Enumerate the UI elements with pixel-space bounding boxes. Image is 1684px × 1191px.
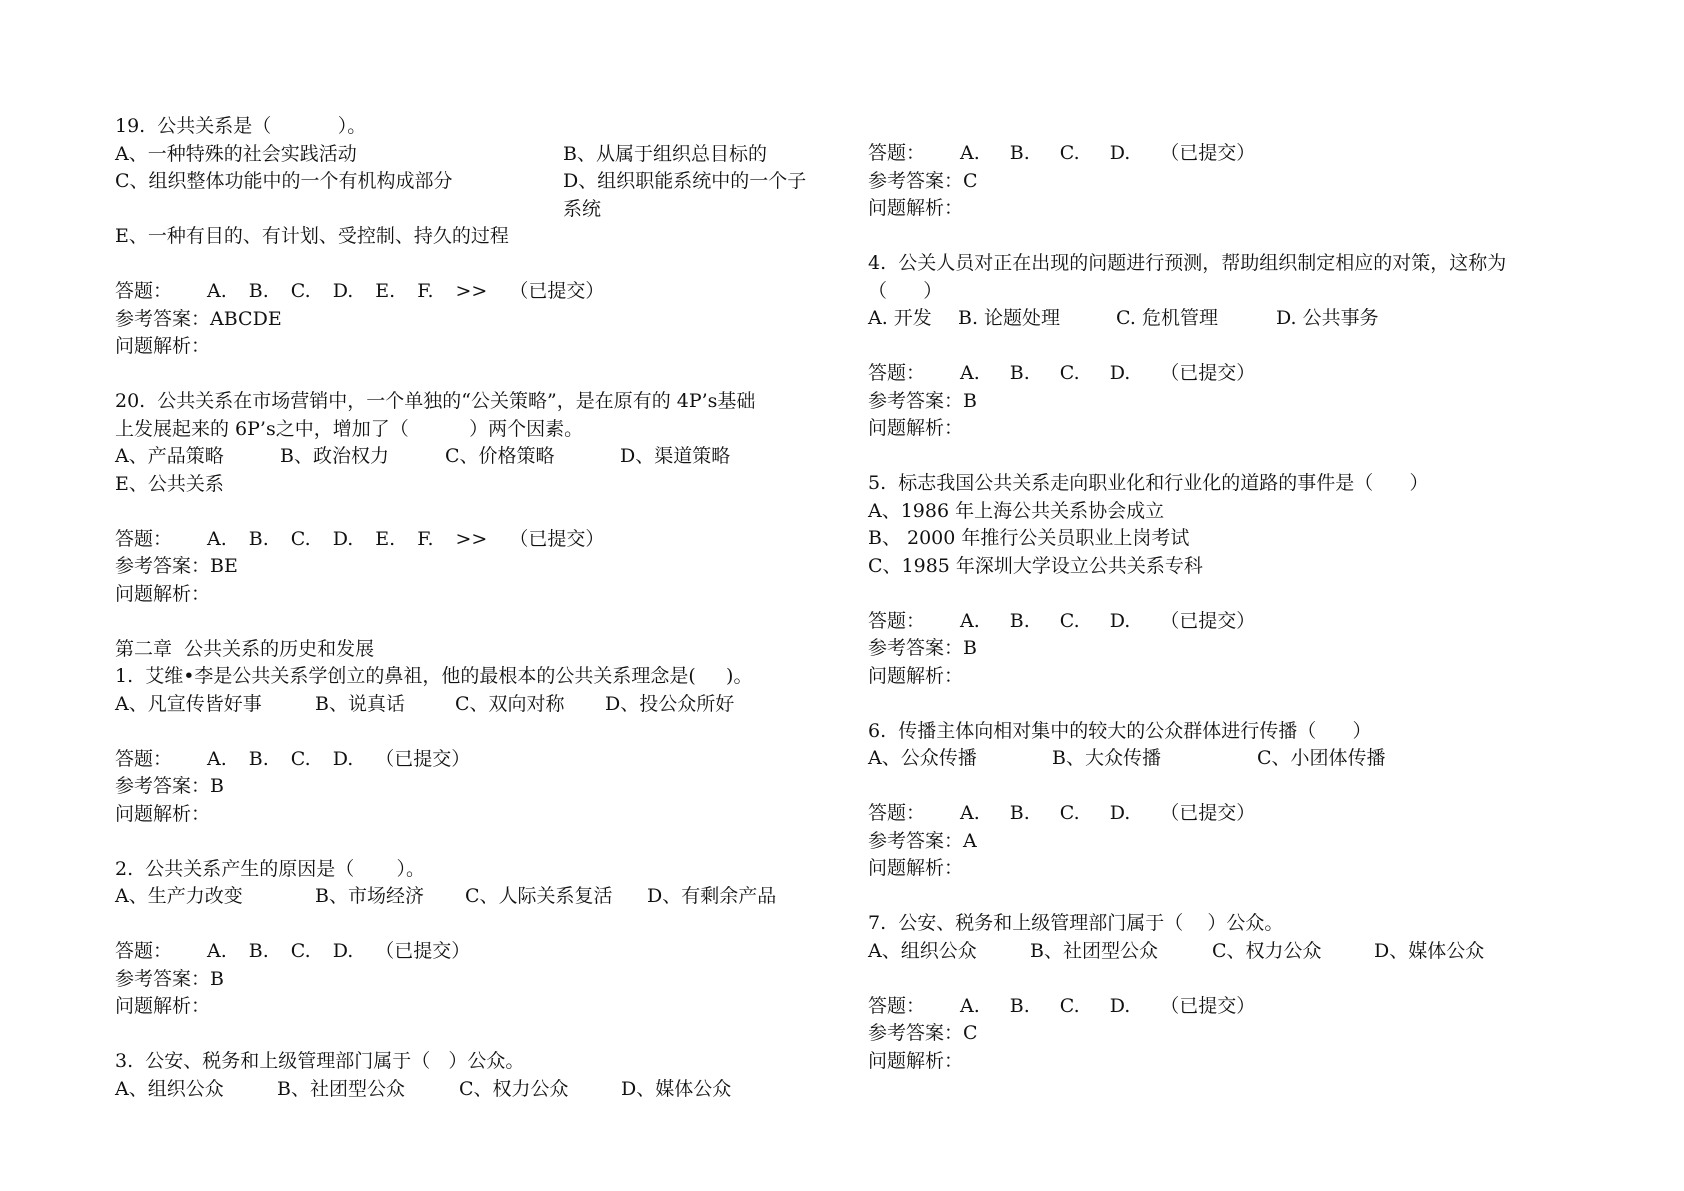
choice-b[interactable]: B. [1009, 609, 1030, 632]
ref-value: B [210, 775, 224, 797]
ref-value: C [963, 1022, 978, 1044]
choice-c[interactable]: C. [290, 747, 311, 770]
ref-value: B [210, 967, 224, 990]
option-row [115, 443, 835, 471]
choice-b[interactable]: B. [1009, 362, 1030, 384]
option: A、组织公众 [868, 939, 977, 962]
option: A、产品策略 [115, 445, 224, 467]
next-choice[interactable]: >> [455, 527, 488, 550]
option: B、 2000 年推行公关员职业上岗考试 [868, 527, 1190, 549]
left-column [115, 113, 835, 1103]
option: C. 危机管理 [1116, 307, 1218, 329]
answer-label: 答题： [115, 747, 173, 770]
choice-c[interactable]: C. [1059, 142, 1080, 164]
option-row [868, 938, 1588, 966]
option-row [115, 168, 835, 223]
choice-d[interactable]: D. [1109, 994, 1131, 1017]
submitted-status: （已提交） [1160, 994, 1256, 1017]
ref-label: 参考答案： [868, 637, 964, 659]
question-stem: 3. 公安、税务和上级管理部门属于（ ）公众。 [115, 1050, 525, 1072]
right-column [868, 140, 1588, 1075]
option: D、渠道策略 [620, 445, 731, 467]
question-stem: 20. 公共关系在市场营销中，一个单独的“公关策略”，是在原有的 4P’s基础 [115, 390, 756, 412]
choice-b[interactable]: B. [1009, 802, 1030, 824]
choice-d[interactable]: D. [332, 747, 354, 770]
ref-value: C [963, 169, 978, 192]
reference-answer [115, 306, 835, 334]
choice-a[interactable]: A. [960, 362, 980, 384]
question-stem: 4. 公关人员对正在出现的问题进行预测，帮助组织制定相应的对策，这称为 [868, 252, 1507, 274]
choice-a[interactable]: A. [960, 609, 980, 632]
question-stem: 19. 公共关系是（ ）。 [115, 115, 367, 137]
choice-b[interactable]: B. [1009, 142, 1030, 164]
answer-row [868, 608, 1588, 636]
option: B、大众传播 [1052, 747, 1161, 769]
option: A、1986 年上海公共关系协会成立 [868, 499, 1165, 522]
choice-f[interactable]: F. [417, 280, 434, 302]
choice-d[interactable]: D. [332, 280, 354, 302]
choice-d[interactable]: D. [1109, 142, 1131, 164]
choice-d[interactable]: D. [1109, 802, 1131, 824]
next-choice[interactable]: >> [455, 280, 488, 302]
question-stem-cont: （ ） [868, 279, 943, 302]
choice-b[interactable]: B. [248, 940, 269, 962]
question-stem: 5. 标志我国公共关系走向职业化和行业化的道路的事件是（ ） [868, 472, 1429, 494]
question-stem-cont: 上发展起来的 6P’s之中，增加了（ ）两个因素。 [115, 417, 584, 440]
option: C、权力公众 [1212, 939, 1322, 962]
analysis-label: 问题解析： [115, 802, 211, 825]
ref-label: 参考答案： [868, 169, 964, 192]
option-row [115, 1076, 835, 1104]
ref-value: A [963, 829, 977, 852]
analysis-label: 问题解析： [115, 582, 211, 605]
option: C、双向对称 [455, 692, 565, 715]
choice-c[interactable]: C. [290, 940, 311, 962]
option: D、媒体公众 [1374, 939, 1485, 962]
option: A、生产力改变 [115, 885, 243, 907]
choice-d[interactable]: D. [332, 527, 354, 550]
reference-answer [115, 966, 835, 994]
analysis-label: 问题解析： [868, 417, 964, 439]
analysis-label: 问题解析： [868, 1049, 964, 1072]
option: C、小团体传播 [1257, 747, 1386, 769]
choice-d[interactable]: D. [1109, 362, 1131, 384]
choice-d[interactable]: D. [332, 940, 354, 962]
reference-answer [868, 168, 1588, 196]
answer-row [868, 800, 1588, 828]
option: D、媒体公众 [621, 1077, 732, 1100]
answer-row [868, 993, 1588, 1021]
option: B、市场经济 [315, 885, 424, 907]
option: A、凡宣传皆好事 [115, 692, 262, 715]
option: B、从属于组织总目标的 [563, 142, 767, 165]
option: C、人际关系复活 [465, 885, 613, 907]
reference-answer [868, 635, 1588, 663]
choice-b[interactable]: B. [1009, 994, 1030, 1017]
answer-label: 答题： [115, 280, 173, 302]
option: A、组织公众 [115, 1077, 224, 1100]
submitted-status: （已提交） [1160, 802, 1256, 824]
choice-a[interactable]: A. [960, 994, 980, 1017]
choice-c[interactable]: C. [1059, 802, 1080, 824]
analysis-label: 问题解析： [115, 995, 211, 1017]
choice-c[interactable]: C. [1059, 362, 1080, 384]
ref-label: 参考答案： [868, 1022, 964, 1044]
submitted-status: （已提交） [1160, 609, 1256, 632]
option: B、社团型公众 [1030, 939, 1158, 962]
answer-label: 答题： [868, 142, 926, 164]
analysis-label: 问题解析： [868, 197, 964, 219]
submitted-status: （已提交） [1160, 142, 1256, 164]
reference-answer [868, 828, 1588, 856]
answer-label: 答题： [868, 994, 926, 1017]
ref-value: B [963, 389, 977, 412]
submitted-status: （已提交） [375, 940, 471, 962]
choice-a[interactable]: A. [207, 280, 227, 302]
answer-label: 答题： [868, 609, 926, 632]
choice-e[interactable]: E. [375, 527, 396, 550]
option: D、有剩余产品 [647, 885, 777, 907]
option: B. 论题处理 [958, 307, 1061, 329]
chapter-heading: 第二章 公共关系的历史和发展 [115, 637, 375, 660]
option: B、说真话 [315, 692, 405, 715]
option: B、政治权力 [280, 445, 389, 467]
answer-label: 答题： [868, 802, 926, 824]
choice-b[interactable]: B. [248, 280, 269, 302]
ref-value: BE [210, 555, 238, 577]
option: C、价格策略 [445, 445, 555, 467]
option-row [115, 691, 835, 719]
reference-answer [868, 388, 1588, 416]
analysis-label: 问题解析： [115, 335, 211, 357]
submitted-status: （已提交） [1160, 362, 1256, 384]
option: C、权力公众 [459, 1077, 569, 1100]
answer-label: 答题： [115, 940, 173, 962]
option: A. 开发 [868, 307, 932, 329]
question-stem: 7. 公安、税务和上级管理部门属于（ ）公众。 [868, 912, 1284, 934]
choice-a[interactable]: A. [960, 802, 980, 824]
submitted-status: （已提交） [509, 527, 605, 550]
choice-c[interactable]: C. [1059, 994, 1080, 1017]
option: E、一种有目的、有计划、受控制、持久的过程 [115, 225, 509, 247]
ref-label: 参考答案： [115, 967, 211, 990]
ref-label: 参考答案： [115, 555, 211, 577]
reference-answer [868, 1020, 1588, 1048]
answer-row [115, 938, 835, 966]
answer-row [115, 526, 835, 554]
choice-b[interactable]: B. [248, 527, 269, 550]
choice-d[interactable]: D. [1109, 609, 1131, 632]
ref-label: 参考答案： [115, 307, 211, 330]
choice-e[interactable]: E. [375, 280, 396, 302]
option: D. 公共事务 [1276, 307, 1379, 329]
option: A、公众传播 [868, 747, 977, 769]
ref-value: ABCDE [210, 307, 282, 330]
choice-a[interactable]: A. [207, 940, 227, 962]
choice-c[interactable]: C. [1059, 609, 1080, 632]
ref-label: 参考答案： [868, 389, 964, 412]
answer-label: 答题： [115, 527, 173, 550]
ref-label: 参考答案： [115, 775, 211, 797]
choice-a[interactable]: A. [207, 527, 227, 550]
option: E、公共关系 [115, 472, 224, 495]
ref-label: 参考答案： [868, 829, 964, 852]
analysis-label: 问题解析： [868, 664, 964, 687]
question-stem: 6. 传播主体向相对集中的较大的公众群体进行传播（ ） [868, 719, 1372, 742]
option: D、组织职能系统中的一个子系统 [563, 170, 807, 220]
option-row [115, 141, 835, 169]
option: B、社团型公众 [277, 1077, 405, 1100]
answer-row [115, 746, 835, 774]
reference-answer [115, 553, 835, 581]
question-stem: 1. 艾维•李是公共关系学创立的鼻祖，他的最根本的公共关系理念是( )。 [115, 665, 753, 687]
ref-value: B [963, 637, 977, 659]
answer-row [115, 278, 835, 306]
answer-label: 答题： [868, 362, 926, 384]
choice-b[interactable]: B. [248, 747, 269, 770]
choice-f[interactable]: F. [417, 527, 434, 550]
question-stem: 2. 公共关系产生的原因是（ ）。 [115, 857, 425, 880]
option: C、组织整体功能中的一个有机构成部分 [115, 170, 453, 192]
choice-a[interactable]: A. [207, 747, 227, 770]
analysis-label: 问题解析： [868, 857, 964, 879]
option-row [868, 745, 1588, 773]
submitted-status: （已提交） [375, 747, 471, 770]
submitted-status: （已提交） [509, 280, 605, 302]
option-row [115, 883, 835, 911]
option: C、1985 年深圳大学设立公共关系专科 [868, 554, 1203, 577]
choice-c[interactable]: C. [290, 280, 311, 302]
option: D、投公众所好 [605, 692, 735, 715]
option-row [868, 305, 1588, 333]
choice-c[interactable]: C. [290, 527, 311, 550]
reference-answer [115, 773, 835, 801]
answer-row [868, 140, 1588, 168]
choice-a[interactable]: A. [960, 142, 980, 164]
answer-row [868, 360, 1588, 388]
option: A、一种特殊的社会实践活动 [115, 142, 357, 165]
